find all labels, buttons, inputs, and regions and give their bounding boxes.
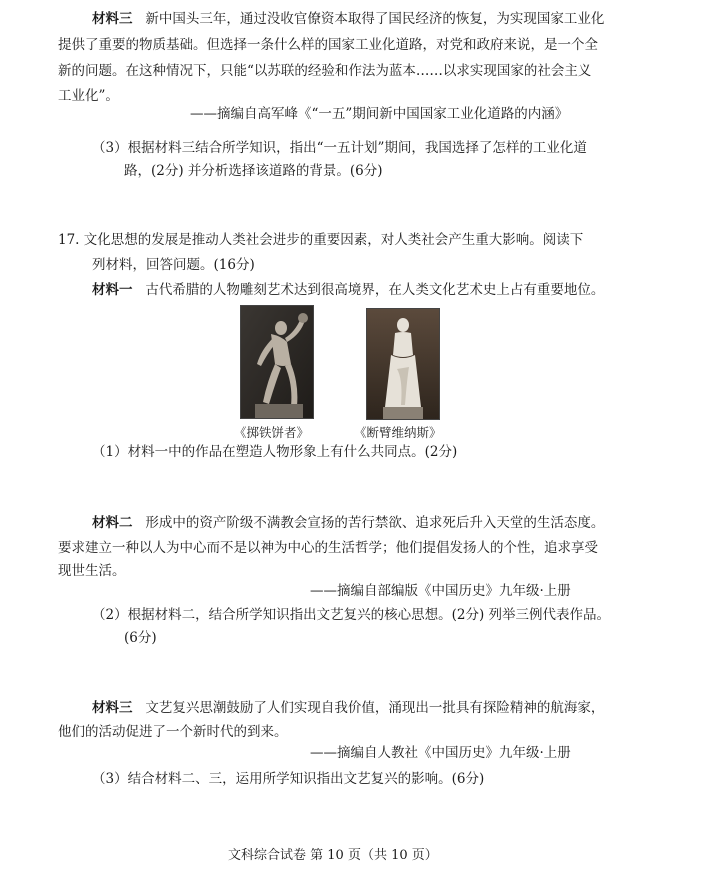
- material-3b-label: 材料三: [92, 700, 133, 716]
- venus-de-milo-image: [366, 308, 440, 420]
- material-2-line-1: [92, 515, 604, 531]
- page-footer: 文科综合试卷 第 10 页（共 10 页）: [228, 848, 438, 863]
- material-3b-line-1: [92, 700, 604, 716]
- material-3b-source: ——摘编自人教社《中国历史》九年级·上册: [310, 745, 571, 761]
- question-17-line-1: 17. 文化思想的发展是推动人类社会进步的重要因素，对人类社会产生重大影响。阅读下: [58, 232, 584, 248]
- material-3b-text-1: 文艺复兴思潮鼓励了人们实现自我价值，涌现出一批具有探险精神的航海家，: [145, 700, 605, 716]
- material-3a-line-3: 新的问题。在这种情况下，只能“以苏联的经验和作法为蓝本……以求实现国家的社会主义: [58, 63, 592, 79]
- material-2-label: 材料二: [92, 515, 133, 531]
- material-3a-source: ——摘编自高军峰《“一五”期间新中国国家工业化道路的内涵》: [190, 106, 569, 122]
- material-1-label: 材料一: [92, 282, 133, 298]
- material-3a-line-4: 工业化”。: [58, 88, 119, 104]
- material-1-line: [92, 282, 604, 298]
- question-2-line-1: （2）根据材料二，结合所学知识指出文艺复兴的核心思想。(2分) 列举三例代表作品。: [92, 607, 611, 623]
- material-3b-line-2: 他们的活动促进了一个新时代的到来。: [58, 724, 288, 740]
- material-3a-line-2: 提供了重要的物质基础。但选择一条什么样的国家工业化道路，对党和政府来说，是一个全: [58, 37, 598, 53]
- question-3a-line-2: 路，(2分) 并分析选择该道路的背景。(6分): [124, 163, 383, 179]
- material-3a-label: 材料三: [92, 11, 133, 27]
- discobolus-image: [240, 305, 314, 419]
- question-3a-line-1: （3）根据材料三结合所学知识，指出“一五计划”期间，我国选择了怎样的工业化道: [92, 140, 587, 156]
- material-2-line-3: 现世生活。: [58, 563, 126, 579]
- caption-discobolus: 《掷铁饼者》: [234, 425, 310, 440]
- material-2-line-2: 要求建立一种以人为中心而不是以神为中心的生活哲学；他们提倡发扬人的个性，追求享受: [58, 540, 598, 556]
- caption-venus: 《断臂维纳斯》: [354, 425, 442, 440]
- material-2-source: ——摘编自部编版《中国历史》九年级·上册: [310, 583, 571, 599]
- material-3a-line-1: [92, 11, 604, 27]
- material-2-text-1: 形成中的资产阶级不满教会宣扬的苦行禁欲、追求死后升入天堂的生活态度。: [145, 515, 605, 531]
- question-3b: （3）结合材料二、三，运用所学知识指出文艺复兴的影响。(6分): [92, 771, 485, 787]
- question-17-line-2: 列材料，回答问题。(16分): [92, 257, 255, 273]
- material-3a-text-1: 新中国头三年，通过没收官僚资本取得了国民经济的恢复，为实现国家工业化: [145, 11, 605, 27]
- material-1-text: 古代希腊的人物雕刻艺术达到很高境界，在人类文化艺术史上占有重要地位。: [145, 282, 605, 298]
- question-2-line-2: (6分): [124, 630, 157, 646]
- question-1: （1）材料一中的作品在塑造人物形象上有什么共同点。(2分): [92, 444, 458, 460]
